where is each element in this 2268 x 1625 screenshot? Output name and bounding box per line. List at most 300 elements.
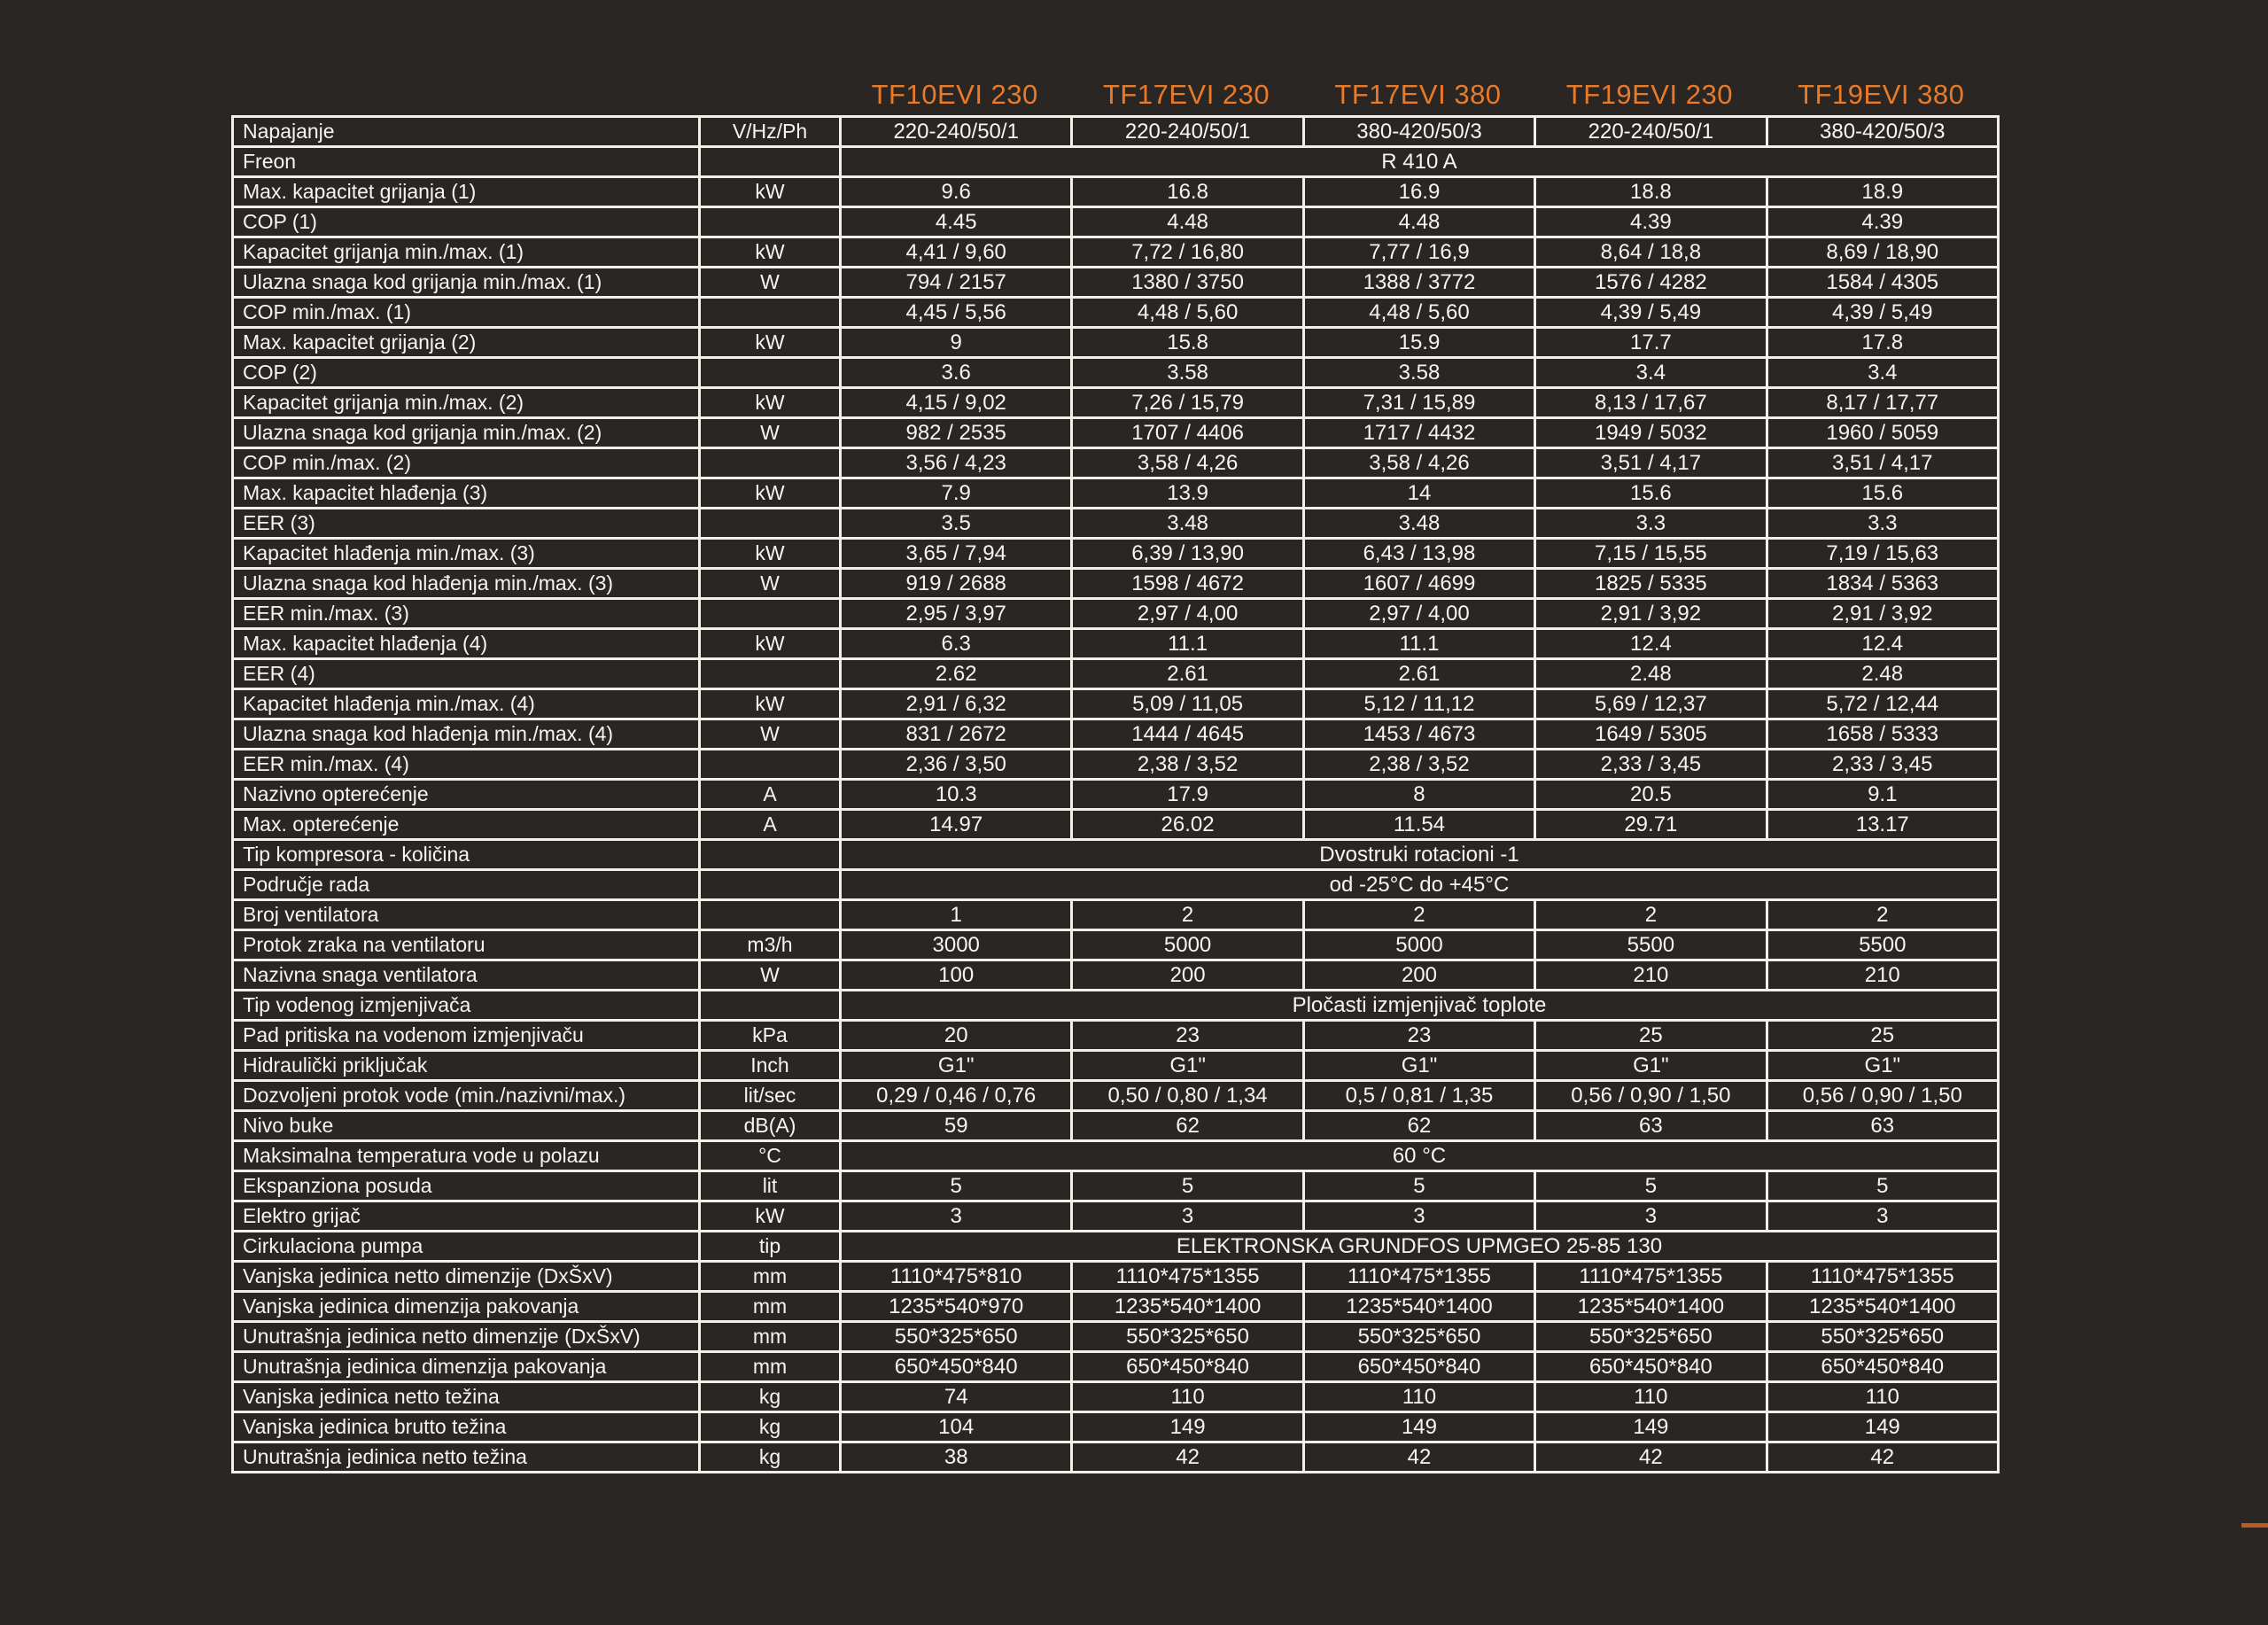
row-value: 2,95 / 3,97 (841, 599, 1072, 629)
row-value: 8,64 / 18,8 (1535, 237, 1767, 268)
row-label: Ulazna snaga kod hlađenja min./max. (4) (233, 719, 700, 750)
row-value: 25 (1767, 1021, 1998, 1051)
row-value: 149 (1535, 1412, 1767, 1442)
table-row (233, 870, 1999, 900)
row-value: 38 (841, 1442, 1072, 1473)
row-label: COP (1) (233, 207, 700, 237)
row-value: 2,38 / 3,52 (1303, 750, 1534, 780)
row-value: 42 (1072, 1442, 1303, 1473)
row-value: 200 (1072, 960, 1303, 991)
row-value: 1834 / 5363 (1767, 569, 1998, 599)
row-unit: lit (700, 1171, 841, 1201)
row-value: 1584 / 4305 (1767, 268, 1998, 298)
row-value: 9.1 (1767, 780, 1998, 810)
row-unit (700, 358, 841, 388)
table-row (233, 960, 1999, 991)
row-value: 1110*475*1355 (1072, 1262, 1303, 1292)
table-row (233, 268, 1999, 298)
row-unit (700, 448, 841, 478)
row-label: Unutrašnja jedinica netto težina (233, 1442, 700, 1473)
row-label: Max. kapacitet hlađenja (3) (233, 478, 700, 509)
row-value: 650*450*840 (1303, 1352, 1534, 1382)
row-value: 1960 / 5059 (1767, 418, 1998, 448)
table-row (233, 358, 1999, 388)
row-value: 42 (1303, 1442, 1534, 1473)
table-row (233, 478, 1999, 509)
row-value: G1" (1767, 1051, 1998, 1081)
row-span-value: 60 °C (841, 1141, 1999, 1171)
row-value: 3,51 / 4,17 (1767, 448, 1998, 478)
row-value: 5 (1767, 1171, 1998, 1201)
row-label: Tip kompresora - količina (233, 840, 700, 870)
row-label: Područje rada (233, 870, 700, 900)
row-unit (700, 840, 841, 870)
row-value: 74 (841, 1382, 1072, 1412)
row-value: 149 (1072, 1412, 1303, 1442)
table-row (233, 147, 1999, 177)
row-value: 62 (1303, 1111, 1534, 1141)
row-value: 11.1 (1072, 629, 1303, 659)
row-unit: m3/h (700, 930, 841, 960)
row-unit: W (700, 418, 841, 448)
row-value: 4,39 / 5,49 (1535, 298, 1767, 328)
row-value: 15.6 (1767, 478, 1998, 509)
row-value: G1" (841, 1051, 1072, 1081)
row-value: 8,13 / 17,67 (1535, 388, 1767, 418)
row-value: 831 / 2672 (841, 719, 1072, 750)
row-value: 7,77 / 16,9 (1303, 237, 1534, 268)
row-value: 3.4 (1767, 358, 1998, 388)
row-value: 6,43 / 13,98 (1303, 539, 1534, 569)
row-unit: kW (700, 539, 841, 569)
table-row (233, 448, 1999, 478)
table-row (233, 509, 1999, 539)
table-row (233, 1442, 1999, 1473)
row-unit (700, 900, 841, 930)
row-label: Nivo buke (233, 1111, 700, 1141)
table-row (233, 1141, 1999, 1171)
row-value: 3 (1072, 1201, 1303, 1232)
row-value: 4,48 / 5,60 (1072, 298, 1303, 328)
row-label: Protok zraka na ventilatoru (233, 930, 700, 960)
row-value: 9.6 (841, 177, 1072, 207)
row-unit: mm (700, 1322, 841, 1352)
row-span-value: Dvostruki rotacioni -1 (841, 840, 1999, 870)
row-label: EER (3) (233, 509, 700, 539)
row-value: 62 (1072, 1111, 1303, 1141)
row-value: G1" (1072, 1051, 1303, 1081)
table-row (233, 1382, 1999, 1412)
row-value: 7,15 / 15,55 (1535, 539, 1767, 569)
row-value: 14.97 (841, 810, 1072, 840)
row-value: 59 (841, 1111, 1072, 1141)
row-label: Hidraulički priključak (233, 1051, 700, 1081)
row-value: 5000 (1303, 930, 1534, 960)
row-label: Pad pritiska na vodenom izmjenjivaču (233, 1021, 700, 1051)
row-value: 7,26 / 15,79 (1072, 388, 1303, 418)
row-value: 63 (1535, 1111, 1767, 1141)
row-value: 1110*475*1355 (1767, 1262, 1998, 1292)
row-unit: mm (700, 1262, 841, 1292)
row-unit (700, 207, 841, 237)
table-row (233, 840, 1999, 870)
row-value: 7,72 / 16,80 (1072, 237, 1303, 268)
row-unit: mm (700, 1292, 841, 1322)
row-value: 650*450*840 (841, 1352, 1072, 1382)
row-value: 1649 / 5305 (1535, 719, 1767, 750)
row-value: 110 (1535, 1382, 1767, 1412)
row-value: 550*325*650 (1767, 1322, 1998, 1352)
row-value: 0,29 / 0,46 / 0,76 (841, 1081, 1072, 1111)
row-unit: kPa (700, 1021, 841, 1051)
row-span-value: Pločasti izmjenjivač toplote (841, 991, 1999, 1021)
row-value: 1235*540*1400 (1535, 1292, 1767, 1322)
row-unit: kW (700, 629, 841, 659)
row-label: Ulazna snaga kod hlađenja min./max. (3) (233, 569, 700, 599)
row-value: 4,45 / 5,56 (841, 298, 1072, 328)
row-value: 3,58 / 4,26 (1072, 448, 1303, 478)
row-value: 550*325*650 (1535, 1322, 1767, 1352)
table-row (233, 1021, 1999, 1051)
row-value: 2,33 / 3,45 (1535, 750, 1767, 780)
row-value: 1110*475*1355 (1303, 1262, 1534, 1292)
row-value: 4.39 (1535, 207, 1767, 237)
row-value: 3.6 (841, 358, 1072, 388)
row-unit (700, 750, 841, 780)
row-value: 3 (1303, 1201, 1534, 1232)
row-value: 2.62 (841, 659, 1072, 689)
row-value: 650*450*840 (1767, 1352, 1998, 1382)
row-value: 5000 (1072, 930, 1303, 960)
row-unit (700, 147, 841, 177)
table-row (233, 539, 1999, 569)
row-value: 1453 / 4673 (1303, 719, 1534, 750)
row-span-value: R 410 A (841, 147, 1999, 177)
row-value: 2,33 / 3,45 (1767, 750, 1998, 780)
row-unit (700, 659, 841, 689)
row-value: 2,91 / 3,92 (1767, 599, 1998, 629)
spec-table-body (233, 117, 1999, 1473)
row-value: 5500 (1535, 930, 1767, 960)
row-value: 2.48 (1767, 659, 1998, 689)
table-row (233, 237, 1999, 268)
row-unit: kW (700, 237, 841, 268)
table-row (233, 1171, 1999, 1201)
table-row (233, 569, 1999, 599)
row-value: 12.4 (1767, 629, 1998, 659)
row-label: Napajanje (233, 117, 700, 147)
row-value: 149 (1303, 1412, 1534, 1442)
row-label: Nazivna snaga ventilatora (233, 960, 700, 991)
row-value: 2,38 / 3,52 (1072, 750, 1303, 780)
row-value: 13.9 (1072, 478, 1303, 509)
row-label: Vanjska jedinica dimenzija pakovanja (233, 1292, 700, 1322)
row-value: 23 (1303, 1021, 1534, 1051)
row-label: Max. opterećenje (233, 810, 700, 840)
row-label: Ulazna snaga kod grijanja min./max. (1) (233, 268, 700, 298)
row-unit: °C (700, 1141, 841, 1171)
row-label: Dozvoljeni protok vode (min./nazivni/max.) (233, 1081, 700, 1111)
row-value: 550*325*650 (1303, 1322, 1534, 1352)
row-value: 13.17 (1767, 810, 1998, 840)
row-value: 5 (1303, 1171, 1534, 1201)
row-value: 15.8 (1072, 328, 1303, 358)
row-value: 3,51 / 4,17 (1535, 448, 1767, 478)
table-row (233, 1051, 1999, 1081)
table-row (233, 900, 1999, 930)
row-unit: kW (700, 478, 841, 509)
row-value: 4,41 / 9,60 (841, 237, 1072, 268)
row-value: 2,91 / 6,32 (841, 689, 1072, 719)
table-row (233, 930, 1999, 960)
row-value: 3.3 (1535, 509, 1767, 539)
row-value: 8 (1303, 780, 1534, 810)
row-value: 110 (1767, 1382, 1998, 1412)
row-value: 982 / 2535 (841, 418, 1072, 448)
row-value: 4,48 / 5,60 (1303, 298, 1534, 328)
row-value: 29.71 (1535, 810, 1767, 840)
table-row (233, 1412, 1999, 1442)
row-label: Max. kapacitet grijanja (1) (233, 177, 700, 207)
row-value: 2,91 / 3,92 (1535, 599, 1767, 629)
row-value: 25 (1535, 1021, 1767, 1051)
row-value: 17.7 (1535, 328, 1767, 358)
row-label: Nazivno opterećenje (233, 780, 700, 810)
row-value: G1" (1535, 1051, 1767, 1081)
row-unit: kW (700, 388, 841, 418)
row-value: 3000 (841, 930, 1072, 960)
row-value: 100 (841, 960, 1072, 991)
table-row (233, 1292, 1999, 1322)
row-label: Max. kapacitet hlađenja (4) (233, 629, 700, 659)
row-value: 1235*540*970 (841, 1292, 1072, 1322)
row-value: 0,5 / 0,81 / 1,35 (1303, 1081, 1534, 1111)
row-value: 15.6 (1535, 478, 1767, 509)
row-unit: dB(A) (700, 1111, 841, 1141)
row-unit: kW (700, 689, 841, 719)
row-value: 2 (1535, 900, 1767, 930)
row-unit: Inch (700, 1051, 841, 1081)
table-row (233, 418, 1999, 448)
row-label: Unutrašnja jedinica dimenzija pakovanja (233, 1352, 700, 1382)
row-label: Elektro grijač (233, 1201, 700, 1232)
table-row (233, 1352, 1999, 1382)
row-unit: A (700, 780, 841, 810)
row-value: 220-240/50/1 (841, 117, 1072, 147)
row-value: 1235*540*1400 (1072, 1292, 1303, 1322)
row-value: 1576 / 4282 (1535, 268, 1767, 298)
row-value: 380-420/50/3 (1767, 117, 1998, 147)
row-value: 3,65 / 7,94 (841, 539, 1072, 569)
row-label: Unutrašnja jedinica netto dimenzije (DxŠxV) (233, 1322, 700, 1352)
table-row (233, 599, 1999, 629)
row-value: 2,97 / 4,00 (1072, 599, 1303, 629)
row-value: 5,69 / 12,37 (1535, 689, 1767, 719)
row-value: 7,31 / 15,89 (1303, 388, 1534, 418)
row-value: 1949 / 5032 (1535, 418, 1767, 448)
accent-bar (2241, 1523, 2268, 1528)
row-value: 1 (841, 900, 1072, 930)
row-value: 63 (1767, 1111, 1998, 1141)
table-row (233, 207, 1999, 237)
row-label: Tip vodenog izmjenjivača (233, 991, 700, 1021)
row-label: Vanjska jedinica netto dimenzije (DxŠxV) (233, 1262, 700, 1292)
row-value: 4.45 (841, 207, 1072, 237)
row-value: 3.58 (1303, 358, 1534, 388)
row-value: 110 (1072, 1382, 1303, 1412)
row-value: 380-420/50/3 (1303, 117, 1534, 147)
model-header-row (231, 74, 2000, 115)
row-value: 17.9 (1072, 780, 1303, 810)
row-unit (700, 991, 841, 1021)
row-label: Vanjska jedinica netto težina (233, 1382, 700, 1412)
table-row (233, 1081, 1999, 1111)
row-value: 5500 (1767, 930, 1998, 960)
row-value: 5,72 / 12,44 (1767, 689, 1998, 719)
row-value: 7,19 / 15,63 (1767, 539, 1998, 569)
row-value: 4.39 (1767, 207, 1998, 237)
row-value: 18.9 (1767, 177, 1998, 207)
row-value: 18.8 (1535, 177, 1767, 207)
row-value: 23 (1072, 1021, 1303, 1051)
row-value: 12.4 (1535, 629, 1767, 659)
row-value: 3 (1535, 1201, 1767, 1232)
row-value: 9 (841, 328, 1072, 358)
row-unit: W (700, 960, 841, 991)
row-value: 1707 / 4406 (1072, 418, 1303, 448)
row-value: 3.4 (1535, 358, 1767, 388)
row-value: 5 (841, 1171, 1072, 1201)
row-value: 2 (1767, 900, 1998, 930)
row-value: 149 (1767, 1412, 1998, 1442)
model-header-tf17evi-230: TF17EVI 230 (1103, 79, 1270, 110)
row-value: 5 (1535, 1171, 1767, 1201)
row-value: 2.61 (1303, 659, 1534, 689)
row-value: 919 / 2688 (841, 569, 1072, 599)
row-label: Ekspanziona posuda (233, 1171, 700, 1201)
row-unit: kW (700, 177, 841, 207)
row-value: 6.3 (841, 629, 1072, 659)
row-value: 3.3 (1767, 509, 1998, 539)
table-row (233, 991, 1999, 1021)
row-value: 4,39 / 5,49 (1767, 298, 1998, 328)
row-value: 550*325*650 (841, 1322, 1072, 1352)
row-unit: kW (700, 1201, 841, 1232)
table-row (233, 629, 1999, 659)
row-unit: A (700, 810, 841, 840)
spec-sheet (231, 74, 2000, 1473)
row-label: COP min./max. (2) (233, 448, 700, 478)
row-value: 220-240/50/1 (1072, 117, 1303, 147)
table-row (233, 750, 1999, 780)
row-label: Kapacitet hlađenja min./max. (4) (233, 689, 700, 719)
row-value: 5 (1072, 1171, 1303, 1201)
row-span-value: ELEKTRONSKA GRUNDFOS UPMGEO 25-85 130 (841, 1232, 1999, 1262)
row-value: 1444 / 4645 (1072, 719, 1303, 750)
table-row (233, 298, 1999, 328)
row-unit: V/Hz/Ph (700, 117, 841, 147)
row-value: 10.3 (841, 780, 1072, 810)
row-value: 1235*540*1400 (1303, 1292, 1534, 1322)
row-value: 42 (1767, 1442, 1998, 1473)
row-value: 2,36 / 3,50 (841, 750, 1072, 780)
table-row (233, 117, 1999, 147)
row-value: 5,12 / 11,12 (1303, 689, 1534, 719)
row-value: 2.48 (1535, 659, 1767, 689)
table-row (233, 1111, 1999, 1141)
row-label: EER min./max. (3) (233, 599, 700, 629)
row-unit: kg (700, 1442, 841, 1473)
row-unit (700, 599, 841, 629)
table-row (233, 1201, 1999, 1232)
row-value: 3.48 (1303, 509, 1534, 539)
table-row (233, 388, 1999, 418)
row-value: 42 (1535, 1442, 1767, 1473)
row-unit: kg (700, 1412, 841, 1442)
row-label: Kapacitet grijanja min./max. (1) (233, 237, 700, 268)
row-value: 650*450*840 (1535, 1352, 1767, 1382)
row-value: 0,56 / 0,90 / 1,50 (1535, 1081, 1767, 1111)
row-value: 4.48 (1072, 207, 1303, 237)
row-value: 1235*540*1400 (1767, 1292, 1998, 1322)
table-row (233, 780, 1999, 810)
row-label: Vanjska jedinica brutto težina (233, 1412, 700, 1442)
table-row (233, 328, 1999, 358)
row-value: 1717 / 4432 (1303, 418, 1534, 448)
row-value: 20.5 (1535, 780, 1767, 810)
row-value: 104 (841, 1412, 1072, 1442)
row-label: EER min./max. (4) (233, 750, 700, 780)
row-value: 8,17 / 17,77 (1767, 388, 1998, 418)
row-value: 15.9 (1303, 328, 1534, 358)
row-unit: W (700, 719, 841, 750)
row-value: 2,97 / 4,00 (1303, 599, 1534, 629)
row-value: 20 (841, 1021, 1072, 1051)
row-value: 6,39 / 13,90 (1072, 539, 1303, 569)
table-row (233, 1262, 1999, 1292)
table-row (233, 177, 1999, 207)
row-span-value: od -25°C do +45°C (841, 870, 1999, 900)
table-row (233, 689, 1999, 719)
row-unit: W (700, 268, 841, 298)
row-value: 2.61 (1072, 659, 1303, 689)
row-value: 200 (1303, 960, 1534, 991)
spec-table (231, 115, 2000, 1473)
model-header-tf17evi-380: TF17EVI 380 (1334, 79, 1502, 110)
row-unit: tip (700, 1232, 841, 1262)
row-value: 2 (1072, 900, 1303, 930)
table-row (233, 810, 1999, 840)
row-value: 17.8 (1767, 328, 1998, 358)
row-label: Maksimalna temperatura vode u polazu (233, 1141, 700, 1171)
row-label: Max. kapacitet grijanja (2) (233, 328, 700, 358)
row-value: 794 / 2157 (841, 268, 1072, 298)
row-unit: lit/sec (700, 1081, 841, 1111)
row-value: 2 (1303, 900, 1534, 930)
row-unit: kg (700, 1382, 841, 1412)
table-row (233, 1232, 1999, 1262)
table-row (233, 1322, 1999, 1352)
row-label: Broj ventilatora (233, 900, 700, 930)
row-value: 110 (1303, 1382, 1534, 1412)
row-value: 3 (1767, 1201, 1998, 1232)
row-value: 3,56 / 4,23 (841, 448, 1072, 478)
row-value: G1" (1303, 1051, 1534, 1081)
row-label: Kapacitet hlađenja min./max. (3) (233, 539, 700, 569)
model-header-tf19evi-230: TF19EVI 230 (1565, 79, 1733, 110)
row-value: 3.48 (1072, 509, 1303, 539)
row-value: 650*450*840 (1072, 1352, 1303, 1382)
